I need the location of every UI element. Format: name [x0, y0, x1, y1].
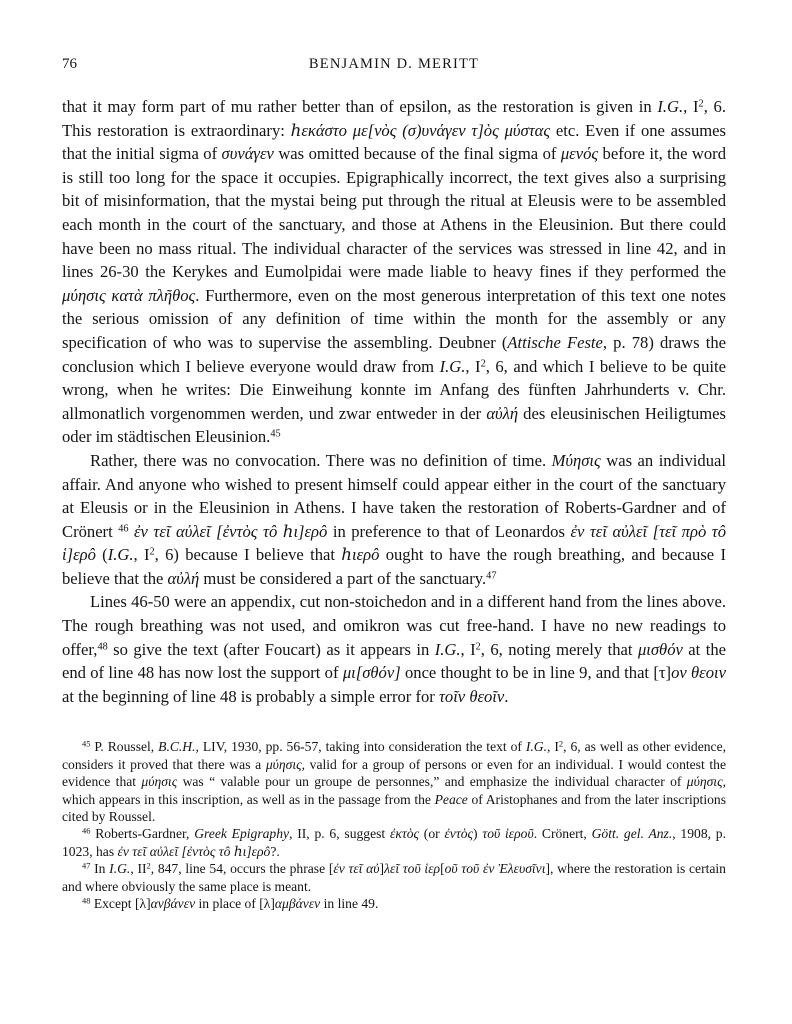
text-run: )	[473, 826, 483, 842]
note-ref: 45	[270, 428, 281, 440]
italic-text: ον θεοιν	[671, 663, 726, 683]
text-run: at the beginning of line 48 is probably a simple error for	[62, 686, 439, 706]
italic-text: ἐκτὸς	[389, 826, 420, 842]
note-ref: 2	[146, 860, 151, 871]
italic-text: μύησις	[141, 774, 178, 790]
note-ref: 45	[82, 738, 91, 749]
note-ref: 2	[558, 738, 564, 749]
page-number: 76	[62, 56, 77, 72]
text-run: , LIV, 1930, pp. 56-57, taking into consideration the text of	[195, 739, 526, 755]
text-run: at the end of line 48 has now lost the support of	[62, 639, 726, 683]
text-run: (	[95, 545, 108, 565]
italic-text: αὐλή	[486, 403, 519, 423]
text-run: , which appears in this inscription, as well as in the passage from the	[62, 774, 726, 807]
note-ref: 48	[97, 641, 108, 652]
italic-text: Gött. gel. Anz.	[591, 826, 673, 842]
text-run: , II	[130, 861, 147, 877]
text-run: so give the text (after Foucart) as it appears in	[107, 639, 435, 659]
text-run: was omitted because of the final sigma of	[273, 144, 561, 164]
italic-text: μισθόν	[637, 639, 683, 659]
italic-text: Greek Epigraphy	[194, 826, 290, 842]
italic-text: ℎιερô	[341, 545, 380, 565]
text-run: , I	[547, 739, 559, 755]
text-run: in preference to that of Leonardos	[327, 521, 571, 541]
text-run: , 6, as well as other evidence, considers it proved that there was a	[62, 739, 727, 772]
text-run: once thought to be in line 9, and that [τ]	[400, 663, 672, 683]
italic-text: ἐν τεῖ αὐλεῖ [ἐντὸς τô ℎι]ερô	[117, 843, 271, 859]
text-run: ]	[379, 861, 385, 877]
italic-text: αμβάνεν	[274, 896, 321, 912]
note-ref: 46	[118, 523, 129, 535]
italic-text: Peace	[434, 791, 468, 807]
text-run: , I	[460, 639, 476, 659]
footnote	[62, 738, 726, 825]
text-run: in line 49.	[320, 896, 379, 912]
text-run: [	[440, 861, 445, 877]
text-run: P. Roussel,	[90, 739, 159, 755]
italic-text: ἐν τεῖ αὐ	[333, 861, 380, 877]
italic-text: Μύησις	[551, 450, 601, 470]
note-ref: 2	[475, 641, 481, 652]
text-run: Except [λ]	[90, 896, 151, 912]
note-ref: 47	[82, 860, 91, 871]
text-run: , 6, noting merely that	[480, 639, 638, 659]
italic-text: αὐλή	[167, 568, 200, 588]
text-run: (or	[419, 826, 445, 842]
text-run: before it, the word is still too long for the space it occupies. Epigraphically incorrect, the text gives also a surprising bit of misinformation, that the mystai being put through the ritual at Eleusis were to be assembled each month in the court of the sanctuary, and those at Athens in the Eleusinion. But there could have been no mass ritual. The individual character of the services was stressed in line 42, and in lines 26-30 the Kerykes and Eumolpidai were made liable to heavy fines if they performed the	[62, 144, 726, 282]
text-run: was “ valable pour un groupe de personnes,” and emphasize the individual character of	[177, 774, 687, 790]
page	[62, 56, 726, 913]
text-run: , I	[133, 545, 150, 565]
italic-text: μι[σθόν]	[342, 663, 401, 683]
text-run: , II, p. 6, suggest	[289, 826, 390, 842]
footnote	[62, 860, 726, 895]
body-text	[62, 95, 726, 708]
italic-text: B.C.H.	[158, 739, 196, 755]
note-ref: 2	[698, 98, 704, 110]
text-run: In	[90, 861, 110, 877]
italic-text: Attische Feste	[507, 332, 603, 352]
note-ref: 47	[486, 570, 497, 582]
page-header	[62, 56, 726, 78]
footnotes	[62, 738, 726, 912]
text-run: that it may form part of mu rather better than of epsilon, as the restoration is given in	[62, 97, 658, 116]
text-run: des eleusinischen Heiligtumes oder im städtischen Eleusinion.	[62, 403, 727, 447]
text-run: , p. 78) draws the conclusion which I believe everyone would draw from	[62, 332, 726, 376]
body-paragraph	[62, 95, 726, 449]
italic-text: ἐν τεῖ αὐλεῖ [τεῖ πρὸ τô ἱ]ερô	[62, 521, 726, 565]
italic-text: τοῦ ἱεροῦ	[482, 826, 534, 842]
italic-text: I.G.	[657, 97, 684, 116]
italic-text: I.G.	[525, 739, 548, 755]
note-ref: 2	[149, 546, 155, 558]
italic-text: ανβάνεν	[150, 896, 196, 912]
text-run: , I	[683, 97, 699, 116]
text-run: . Furthermore, even on the most generous interpretation of this text one notes the serious omission of any definition of time within the month for the assembly or any specification of who was to supervise the assembling. Deubner (	[62, 285, 727, 352]
italic-text: I.G.	[439, 356, 466, 376]
text-run: Roberts-Gardner,	[90, 826, 195, 842]
italic-text: I.G.	[434, 639, 461, 659]
text-run: in place of [λ]	[195, 896, 275, 912]
italic-text: μενός	[560, 144, 599, 164]
text-run: was an individual affair. And anyone who wished to present himself could appear either in the court of the sanctuary at Eleusis or in the Eleusinion in Athens. I have taken the restoration of Roberts-Gardner and of Crönert	[62, 450, 726, 541]
text-run: . Crönert,	[533, 826, 592, 842]
italic-text: μύησις	[686, 774, 723, 790]
text-run: , 6) because I believe that	[154, 545, 342, 565]
body-paragraph	[62, 590, 726, 708]
text-run: Lines 46-50 were an appendix, cut non-stoichedon and in a different hand from the lines above. The rough breathing was not used, and omikron was cut free-hand. I have no new readings to offer,	[62, 592, 726, 659]
text-run: , valid for a group of persons or even for an individual. I would contest the evidence that	[62, 756, 726, 790]
text-run: etc. Even if one assumes that the initial sigma of	[62, 120, 726, 164]
text-run: ?.	[270, 843, 280, 859]
footnote	[62, 895, 726, 912]
note-ref: 2	[480, 357, 486, 369]
text-run: , 847, line 54, occurs the phrase [	[150, 861, 334, 877]
italic-text: I.G.	[107, 545, 134, 565]
text-run: Rather, there was no convocation. There was no definition of time.	[90, 450, 552, 470]
text-run: ], where the restoration is certain and where obviously the same place is meant.	[62, 861, 726, 894]
italic-text: λεῖ τοῦ ἱερ	[384, 861, 441, 877]
text-run: must be considered a part of the sanctuary.	[199, 568, 487, 588]
text-run: , 1908, p. 1023, has	[62, 826, 726, 859]
italic-text: ℎεκάστο με[νὸς (σ)υνάγεν τ]ὸς μύστας	[290, 120, 551, 140]
italic-text: ἐντὸς	[444, 826, 474, 842]
text-run: .	[504, 686, 509, 706]
italic-text: συνάγεν	[221, 144, 274, 164]
italic-text: τοῖν θεοῖν	[438, 686, 505, 706]
text-run: , 6, and which I believe to be quite wrong, when he writes: Die Einweihung konnte im Anfang des fünften Jahrhunderts v. Chr. allmonatlich vorgenommen werden, und zwar entweder in der	[62, 356, 727, 423]
footnote	[62, 825, 726, 860]
text-run: ought to have the rough breathing, and because I believe that the	[62, 545, 726, 588]
italic-text: οῦ τοῦ ἐν Ἐλευσῖνι	[444, 861, 546, 877]
running-head: BENJAMIN D. MERITT	[308, 56, 480, 72]
italic-text: I.G.	[109, 861, 131, 877]
note-ref: 46	[82, 825, 91, 836]
italic-text: μύησις κατὰ πλῆθος	[62, 285, 196, 305]
body-paragraph	[62, 449, 726, 591]
italic-text: ἐν τεῖ αὐλεῖ [ἐντὸς τô ℎι]ερô	[134, 521, 328, 541]
text-run: , I	[465, 356, 481, 376]
note-ref: 48	[82, 895, 91, 906]
text-run: , 6. This restoration is extraordinary:	[62, 97, 726, 140]
italic-text: μύησις	[265, 756, 302, 772]
text-run: of Aristophanes and from the later inscriptions cited by Roussel.	[62, 791, 726, 825]
